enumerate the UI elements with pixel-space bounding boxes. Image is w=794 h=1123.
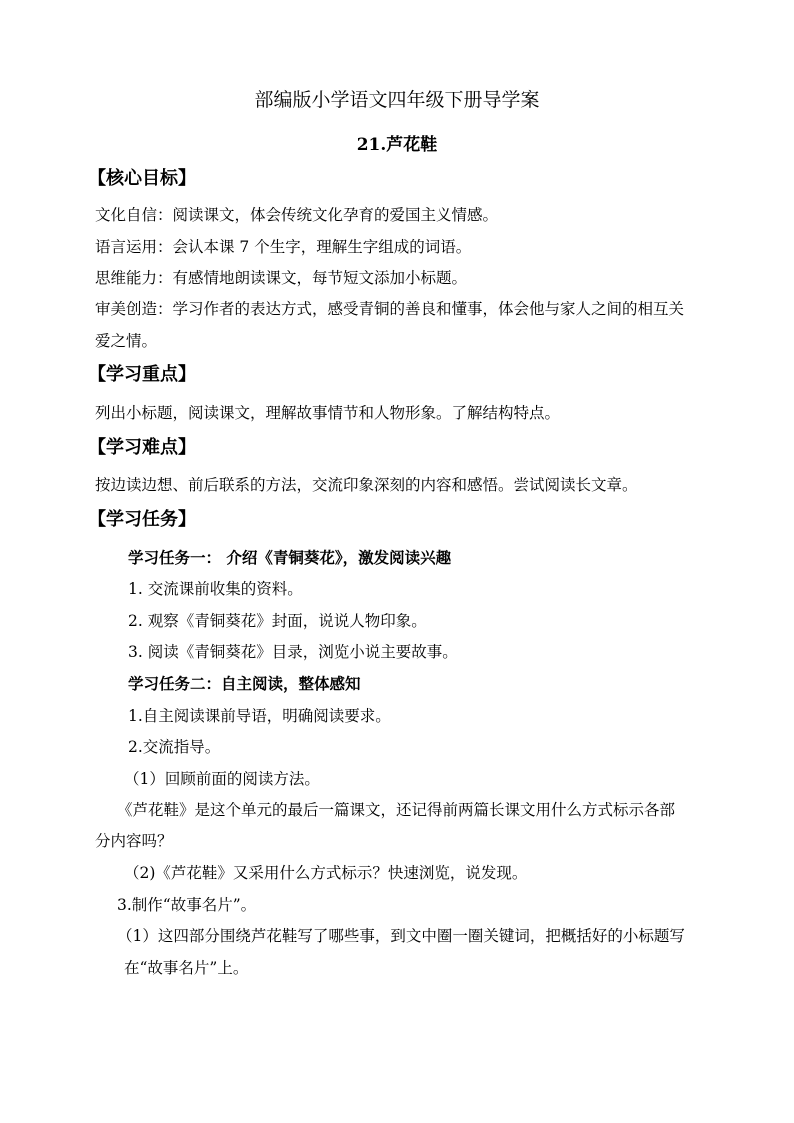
goal-line: 语言运用：会认本课 7 个生字，理解生字组成的词语。 xyxy=(95,238,472,256)
tasks-heading: 【学习任务】 xyxy=(88,509,196,530)
task2-line: （2)《芦花鞋》又采用什么方式标示？快速浏览，说发现。 xyxy=(124,864,528,882)
goals-heading: 【核心目标】 xyxy=(88,168,196,189)
goal-line: 思维能力：有感情地朗读课文，每节短文添加小标题。 xyxy=(95,269,468,287)
difficulty-heading: 【学习难点】 xyxy=(88,437,196,458)
focus-heading: 【学习重点】 xyxy=(88,364,196,385)
task1-item: 2. 观察《青铜葵花》封面，说说人物印象。 xyxy=(128,612,427,630)
lesson-title: 21.芦花鞋 xyxy=(356,135,438,155)
goal-line: 爱之情。 xyxy=(95,332,158,350)
task2-line: 3.制作“故事名片”。 xyxy=(117,896,257,914)
goal-line: 文化自信：阅读课文，体会传统文化孕育的爱国主义情感。 xyxy=(95,206,499,224)
document-title: 部编版小学语文四年级下册导学案 xyxy=(254,89,540,111)
task1-item: 1. 交流课前收集的资料。 xyxy=(128,580,303,598)
task2-line: （1）这四部分围绕芦花鞋写了哪些事，到文中圈一圈关键词，把概括好的小标题写 xyxy=(117,927,685,945)
task2-line: 在“故事名片”上。 xyxy=(124,959,249,977)
goal-line: 审美创造：学习作者的表达方式，感受青铜的善良和懂事，体会他与家人之间的相互关 xyxy=(95,300,685,318)
focus-text: 列出小标题，阅读课文，理解故事情节和人物形象。了解结构特点。 xyxy=(95,404,561,422)
task2-line: 1.自主阅读课前导语，明确阅读要求。 xyxy=(128,707,391,725)
task2-line: 2.交流指导。 xyxy=(128,738,221,756)
task1-title: 学习任务一： 介绍《青铜葵花》，激发阅读兴趣 xyxy=(128,548,452,567)
difficulty-text: 按边读边想、前后联系的方法，交流印象深刻的内容和感悟。尝试阅读长文章。 xyxy=(95,476,638,494)
task2-title: 学习任务二：自主阅读，整体感知 xyxy=(128,674,361,693)
task2-line: 《芦花鞋》是这个单元的最后一篇课文，还记得前两篇长课文用什么方式标示各部 xyxy=(117,801,676,819)
task2-line: （1）回顾前面的阅读方法。 xyxy=(124,770,320,788)
task1-item: 3. 阅读《青铜葵花》目录，浏览小说主要故事。 xyxy=(128,643,458,661)
task2-line: 分内容吗？ xyxy=(95,832,173,850)
